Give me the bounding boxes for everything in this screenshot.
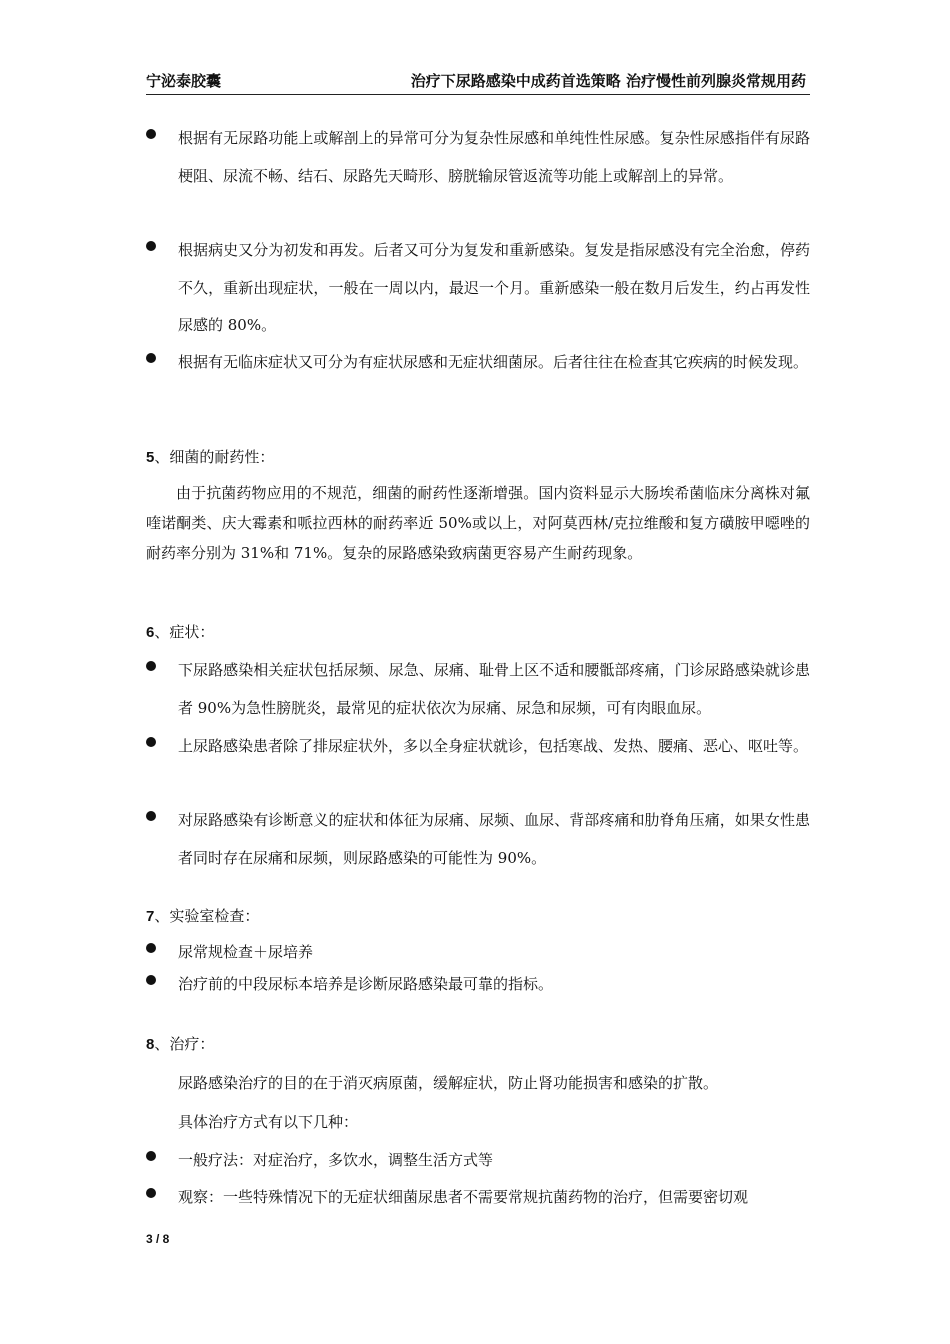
list-item-text: 根据有无临床症状又可分为有症状尿感和无症状细菌尿。后者往往在检查其它疾病的时候发现。 bbox=[178, 353, 809, 371]
section-heading bbox=[146, 621, 214, 644]
section-number: 8 bbox=[146, 1036, 155, 1053]
list-item bbox=[146, 1142, 810, 1180]
section-text-line: 尿路感染治疗的目的在于消灭病原菌，缓解症状，防止肾功能损害和感染的扩散。 bbox=[178, 1074, 719, 1092]
list-item-text: 一般疗法：对症治疗，多饮水，调整生活方式等 bbox=[178, 1151, 494, 1169]
list-item bbox=[146, 232, 810, 345]
list-item-text: 观察：一些特殊情况下的无症状细菌尿患者不需要常规抗菌药物的治疗，但需要密切观 bbox=[178, 1188, 749, 1206]
bullet-icon bbox=[146, 975, 156, 985]
list-item bbox=[146, 728, 810, 766]
bullet-icon bbox=[146, 129, 156, 139]
header-product-name: 宁泌泰胶囊 bbox=[146, 72, 222, 90]
section-number: 6 bbox=[146, 624, 155, 641]
page-header bbox=[146, 64, 810, 95]
list-item-text: 上尿路感染患者除了排尿症状外，多以全身症状就诊，包括寒战、发热、腰痛、恶心、呕吐等。 bbox=[178, 737, 809, 755]
bullet-icon bbox=[146, 241, 156, 251]
section-title: 、实验室检查： bbox=[154, 907, 260, 925]
list-item-text: 根据病史又分为初发和再发。后者又可分为复发和重新感染。复发是指尿感没有完全治愈，停药不久，重新出现症状，一般在一周以内，最迟一个月。重新感染一般在数月后发生，约占再发性尿感的 80%。 bbox=[178, 241, 810, 334]
list-item-text: 治疗前的中段尿标本培养是诊断尿路感染最可靠的指标。 bbox=[178, 975, 554, 993]
list-item bbox=[146, 120, 810, 195]
bullet-icon bbox=[146, 353, 156, 363]
list-item bbox=[146, 1179, 810, 1217]
section-text-line: 具体治疗方式有以下几种： bbox=[178, 1113, 359, 1131]
bullet-icon bbox=[146, 811, 156, 821]
section-heading bbox=[146, 1033, 214, 1056]
section-title: 、治疗： bbox=[154, 1035, 215, 1053]
section-heading bbox=[146, 446, 274, 469]
section-number: 5 bbox=[146, 449, 155, 466]
list-item bbox=[146, 802, 810, 877]
bullet-icon bbox=[146, 1188, 156, 1198]
list-item bbox=[146, 652, 810, 727]
header-tagline: 治疗下尿路感染中成药首选策略 治疗慢性前列腺炎常规用药 bbox=[410, 72, 806, 90]
list-item-text: 尿常规检查＋尿培养 bbox=[178, 943, 314, 961]
list-item bbox=[146, 344, 810, 382]
section-paragraph: 由于抗菌药物应用的不规范，细菌的耐药性逐渐增强。国内资料显示大肠埃希菌临床分离株对氟喹诺酮类、庆大霉素和哌拉西林的耐药率近 50%或以上，对阿莫西林/克拉维酸和复方磺胺甲噁唑的耐药率分别为 31%和 71%。复杂的尿路感染致病菌更容易产生耐药现象。 bbox=[146, 484, 810, 562]
section-title: 、症状： bbox=[154, 623, 215, 641]
list-item-text: 对尿路感染有诊断意义的症状和体征为尿痛、尿频、血尿、背部疼痛和肋脊角压痛，如果女性患者同时存在尿痛和尿频，则尿路感染的可能性为 90%。 bbox=[178, 811, 810, 867]
list-item bbox=[146, 966, 810, 1004]
section-heading bbox=[146, 905, 259, 928]
bullet-icon bbox=[146, 1151, 156, 1161]
section-number: 7 bbox=[146, 908, 155, 925]
list-item-text: 下尿路感染相关症状包括尿频、尿急、尿痛、耻骨上区不适和腰骶部疼痛，门诊尿路感染就诊患者 90%为急性膀胱炎，最常见的症状依次为尿痛、尿急和尿频，可有肉眼血尿。 bbox=[178, 661, 810, 717]
list-item-text: 根据有无尿路功能上或解剖上的异常可分为复杂性尿感和单纯性性尿感。复杂性尿感指伴有尿路梗阻、尿流不畅、结石、尿路先天畸形、膀胱输尿管返流等功能上或解剖上的异常。 bbox=[178, 129, 810, 185]
page-number: 3 / 8 bbox=[146, 1232, 170, 1246]
section-title: 、细菌的耐药性： bbox=[154, 448, 275, 466]
bullet-icon bbox=[146, 943, 156, 953]
bullet-icon bbox=[146, 737, 156, 747]
bullet-icon bbox=[146, 661, 156, 671]
